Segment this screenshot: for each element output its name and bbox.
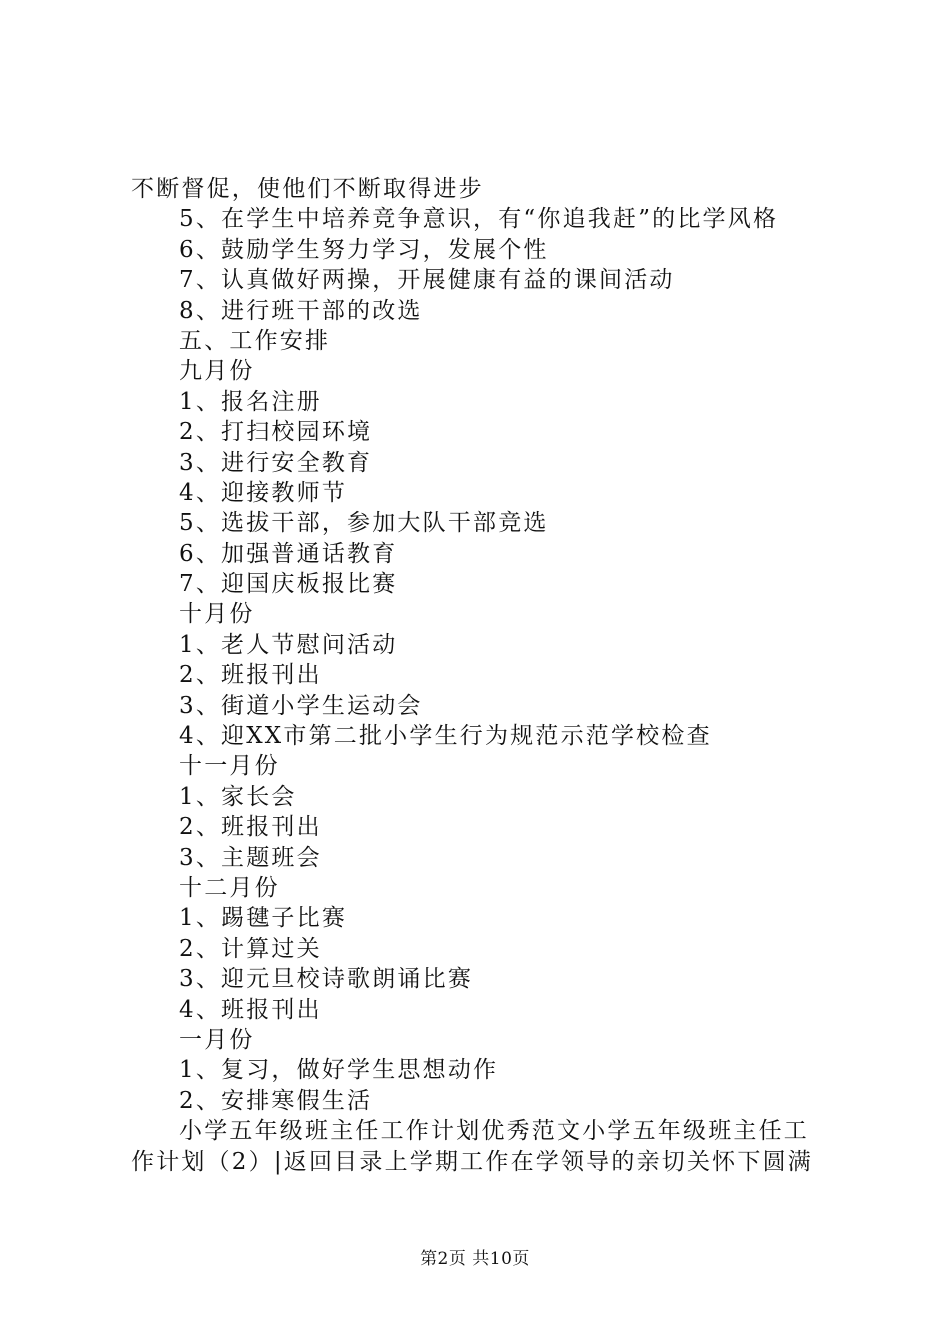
text-line: 3、迎元旦校诗歌朗诵比赛 [179,966,474,993]
text-line: 4、迎接教师节 [179,479,348,506]
text-line: 4、迎XX市第二批小学生行为规范示范学校检查 [179,723,712,750]
text-line: 小学五年级班主任工作计划优秀范文小学五年级班主任工 [179,1118,809,1145]
text-line: 3、主题班会 [179,844,322,871]
text-line: 2、安排寒假生活 [179,1087,373,1114]
text-line: 一月份 [179,1026,255,1053]
text-line: 4、班报刊出 [179,996,322,1023]
text-line: 2、打扫校园环境 [179,419,373,446]
text-line: 2、计算过关 [179,935,322,962]
text-line: 不断督促，使他们不断取得进步 [131,176,484,202]
text-line: 7、迎国庆板报比赛 [179,571,398,598]
text-line: 五、工作安排 [179,327,331,354]
text-line: 3、街道小学生运动会 [179,692,423,719]
text-line: 1、老人节慰问活动 [179,631,398,658]
text-line: 1、踢毽子比赛 [179,905,348,932]
text-line: 十月份 [179,601,255,628]
page-footer: 第2页 共10页 [420,1249,530,1269]
text-line: 作计划（2）|返回目录上学期工作在学领导的亲切关怀下圆满 [131,1148,813,1175]
text-line: 1、复习，做好学生思想动作 [179,1057,499,1084]
text-line: 1、家长会 [179,783,297,810]
text-line: 5、在学生中培养竞争意识，有“你追我赶”的比学风格 [179,206,779,233]
text-line: 6、加强普通话教育 [179,540,398,567]
document-body [131,174,831,1177]
text-line: 十二月份 [179,874,280,901]
text-line: 2、班报刊出 [179,814,322,841]
text-line: 2、班报刊出 [179,662,322,689]
text-line: 1、报名注册 [179,388,322,415]
text-line: 十一月份 [179,753,280,780]
text-line: 3、进行安全教育 [179,449,373,476]
text-line: 5、选拔干部，参加大队干部竞选 [179,510,549,537]
text-line: 7、认真做好两操，开展健康有益的课间活动 [179,267,675,294]
text-line: 6、鼓励学生努力学习，发展个性 [179,236,549,263]
text-line: 8、进行班干部的改选 [179,297,423,324]
text-line: 九月份 [179,358,255,385]
